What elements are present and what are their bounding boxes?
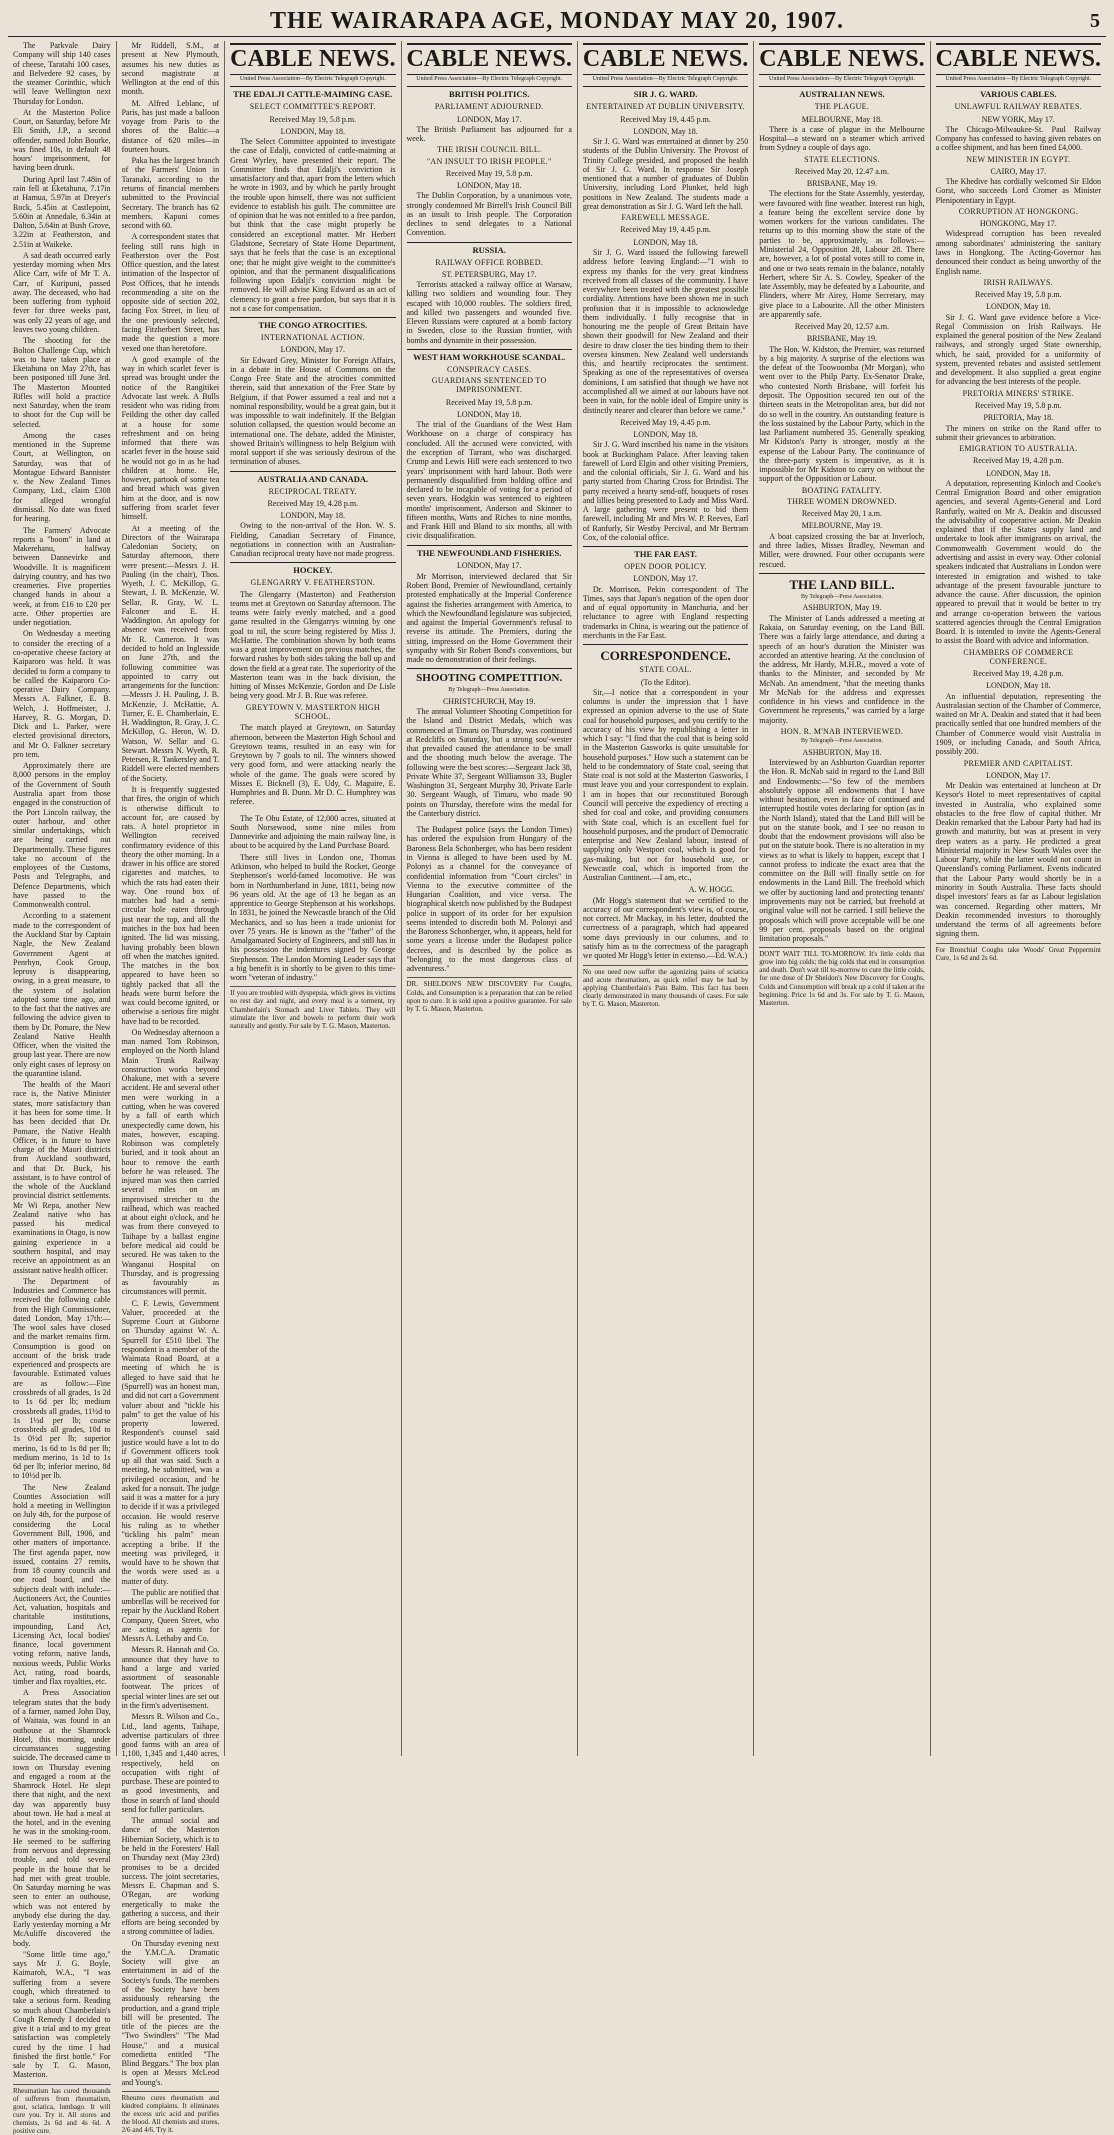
received-line: Received May 19, 4.45 p.m. [620, 417, 711, 427]
press-credit: By Telegraph—Press Association. [800, 593, 883, 600]
column-1-paragraphs [13, 41, 111, 2080]
article-body: Mr Deakin was entertained at luncheon at Dr Keysor's Hotel to meet representatives of capital invested in Australia, who explained some obstacles to the free flow of capital thither. Mr Deakin remarked that the Labour Party had had its growth and maturity, but was at present in very deep waters as a party. He predicted a great Ministerial majority in New South Wales over the Labour Party, while the latter would not count in Queensland's coming Parliament. Events indicated that the Labour Party would shortly be in a minority in South Australia. These facts should dispel investors' fears as far as Labour legislation was concerned. Regarding other matters, Mr Deakin recommended investors to thoroughly understand the terms of all agreements before signing them. [935, 781, 1101, 939]
advertisement: DR. SHELDON'S NEW DISCOVERY For Coughs, Colds, and Consumption is a preparation that can be relied upon to cure. It is sold upon a positive guarantee. For sale by T. G. Mason, Masterton. [407, 977, 572, 1012]
article-body: A deputation, representing Kinloch and Cooke's Central Emigration Board and other emigration agencies, and several Agents-General and Lord Ranfurly, waited on Mr A. Deakin and discussed the advisability of cooperative action. Mr Deakin explained that if the States supply land and undertake to look after immigrants on arrival, the Commonwealth Government would do the advertising and assist in every way. Other colonial speakers indicated that Australians in London were interested in emigration and wished to take advantage of the present favourable juncture to advance the cause. After discussion, the opinion appeared to prevail that it would be better to try and arrange co-operation between the various scattered agencies through the Central Emigration Board. It is intended to invite the Agents-General to assist the Board with advice and information. [935, 478, 1101, 646]
columns [8, 41, 1106, 2135]
dateline: BRISBANE, May 19. [806, 334, 878, 344]
received-line: Received May 19, 4.45 p.m. [620, 225, 711, 235]
press-credit: By Telegraph—Press Association. [448, 687, 531, 694]
dateline: ASHBURTON, May 19. [802, 603, 882, 613]
received-line: Received May 19, 4.28 p.m. [972, 669, 1064, 679]
section-heading: THE LAND BILL. [759, 573, 924, 592]
news-paragraph: On Wednesday a meeting to consider the erecting of a co-operative cheese factory at Kaiparoro was held. It was decided to form a company to be called the Kaiparoro Co-operative Dairy Company. Messrs A. Falkner, E. B. Welch, J. Hoffmeister, J. Harvey, R. G. Morgan, D. Dick and L. Parker, were elected provisional directors, and Mr O. Falkner secretary pro tem. [13, 629, 111, 759]
article-body: The Budapest police (says the London Times) has ordered the expulsion from Hungary of the Baroness Bela Schonberger, who has been resident in Vienna is alleged to have been used by M. Polonyi as a channel for the conveyance of confidential information from "Court circles" in Vienna to the executive committee of the Hungarian Coalition, and vice versa. The biographical sketch now published by the Budapest police in support of its order for her expulsion seems intended to discredit both M. Polonyi and the Baroness Schonberger, who, it appears, held for some years a license under the Budapest police decrees, and is described by the police as "belonging to the most dangerous class of adventuress." [406, 825, 572, 974]
news-paragraph: The annual social and dance of the Masterton Hibernian Society, which is to be held in the Foresters' Hall on Thursday next (May 23rd) promises to be a decided success. The joint secretaries, Messrs E. Chapman and S. O'Regan, are working energetically to make the gathering a success, and their efforts are being seconded by a strong committee of ladies. [121, 1816, 220, 1937]
received-line: Received May 19, 5.8 p.m. [445, 168, 533, 178]
dateline: LONDON, May 18. [986, 468, 1051, 478]
article-body: Sir J. G. Ward issued the following farewell address before leaving England:—"I wish to express my thanks for the very great kindness received from all classes of the community. I have everywhere been treated with the greatest possible cordiality. Attentions have been shown me in such profusion that it is impossible to acknowledge them individually. I fully recognise that in honouring me the people of Great Britain have shown their goodwill for New Zealand and their desire to draw closer the ties binding them to their oversea kinsmen. New Zealand well understands this, and heartily reciprocates the sentiment. Speaking as one of the representatives of oversea dominions, I am satisfied that though we have not accomplished all we aimed at our labours have not been in vain, for the noble ideal of Empire unity is distinctly nearer and clearer than before we came." [582, 248, 749, 415]
section-subheading: PREMIER AND CAPITALIST. [963, 758, 1073, 768]
column-2 [117, 41, 226, 2135]
section-subheading: OPEN DOOR POLICY. [624, 562, 707, 572]
divider [280, 810, 346, 811]
section-subheading: PARLIAMENT ADJOURNED. [434, 102, 544, 112]
news-paragraph: "Some little time ago," says Mr J. G. Boyle, Kaimaroh, W.A., "I was suffering from a severe cough, which threatened to take a serious form. Reading so much about Chamberlain's Cough Remedy I decided to give it a trial and to my great satisfaction was completely cured by the time I had finished the first bottle." For sale by T. G. Mason, Masterton. [13, 1949, 111, 2080]
column-4 [402, 41, 578, 1756]
advertisement: If you are troubled with dyspepsia, which gives its victims no rest day and night, and every meal is a torment, try Chamberlain's Stomach and Liver Tablets. They will stimulate the liver and bowels to perform their work naturally and gently. For sale by T. G. Mason, Masterton. [230, 986, 395, 1029]
received-line: Received May 20, 12.47 a.m. [794, 166, 890, 176]
section-subheading: NEW MINISTER IN EGYPT. [966, 154, 1071, 164]
received-line: Received May 19, 4.28 p.m. [972, 456, 1064, 466]
section-subheading: EMIGRATION TO AUSTRALIA. [959, 444, 1078, 454]
column-6 [754, 41, 930, 1756]
article-body: Dr. Morrison, Pekin correspondent of The Times, says that Japan's negation of the open door and of equal opportunity in Manchuria, and her reluctance to agree with England respecting trademarks in China, is wearing out the patience of merchants in the Far East. [582, 584, 749, 640]
news-paragraph: Among the cases mentioned in the Supreme Court, at Wellington, on Saturday, was that of Montague Edward Bannister v. the New Zealand Times Company, Ltd., claim £308 for alleged wrongful dismissal. No date was fixed for hearing. [13, 430, 111, 524]
article-body: The Select Committee appointed to investigate the case of Edalji, convicted of cattle-maiming at Great Wyrley, have presented their report. The Committee finds that Edalji's conviction is unsatisfactory and that, apart from the letters which he wrote in 1903, and by which he partly brought the trouble upon himself, there was not sufficient evidence to establish his guilt. The committee are of opinion that he was not entitled to a free pardon, but think that the case might properly be considered an exceptional matter. Mr Herbert Gladstone, Secretary of State Home Department, says that he feels that the case is an exceptional one; that he might give weight to the committee's opinion, and that the permanent disqualifications following upon Edalji's conviction might be removed. He will advise King Edward as an act of clemency to grant a free pardon, but says that it is not a case for compensation. [230, 137, 396, 313]
section-subheading: UNLAWFUL RAILWAY REBATES. [954, 102, 1082, 112]
news-paragraph: A correspondent states that feeling still runs high in Featherston over the Post Office question, and the latest intimation of the Inspector of Post Offices, that he intends recommending a site on the opposite side of section 202, facing Fox Street, in lieu of the one previously selected, facing Fitzherbert Street, has made the question a more vexed one than heretofore. [121, 232, 220, 353]
section-subheading: GLENGARRY V. FEATHERSTON. [250, 578, 376, 588]
dateline: MELBOURNE, May 19. [801, 521, 883, 531]
section-subheading: PRETORIA MINERS' STRIKE. [962, 388, 1075, 398]
news-paragraph: Messrs R. Wilson and Co., Ltd., land agents, Taihape, advertise particulars of three good farms with an area of 1,100, 1,345 and 1,440 acres, respectively, held on occupation with right of purchase. These are pointed to as good investments, and those in search of land should send for fuller particulars. [121, 1712, 220, 1814]
article-body: The Glengarry (Masterton) and Featherston teams met at Greytown on Saturday afternoon. The teams were fairly evenly matched, and a good game resulted in the Glengarrys winning by one goal to nil, the score being registered by Miss J. McHattie. The combination shown by both teams was a great improvement on previous matches, the forward rushes by both sides taking the ball up and down the field at a great rate. The superiority of the Masterton team was in the back division, the hitting of Misses McKenzie, Gordon and De Lisle being very good. Mr J. B. Rue was referee. [230, 589, 396, 701]
column-5 [578, 41, 754, 1756]
news-paragraph: The Department of Industries and Commerce has received the following cable from the High Commissioner, dated London, May 17th:—The wool sales have closed and the market remains firm. Consumption is good on account of the brisk trade experienced and prospects are favourable. Estimated values are as follow:—Fine crossbreds of all grades, 1s 2d to 1s 6d per lb; medium crossbreds all grades, 11½d to 1s 1½d per lb; coarse crossbreds all grades, 10d to 1s 0½d per lb; superior merino, 1s 6d to 1s 8d per lb; medium merino, 1s 1d to 1s 6d per lb; inferior merino, 8d to 10½d per lb. [13, 1276, 111, 1481]
section-subheading: RAILWAY OFFICE ROBBED. [435, 257, 544, 267]
advertisement: No one need now suffer the agonizing pains of sciatica and acute rheumatism, as quick relief may be had by applying Chamberlain's Pain Balm. This fact has been clearly demonstrated in many thousands of cases. For sale by T. G. Mason, Masterton. [583, 965, 748, 1008]
article-body: The Khedive has cordially welcomed Sir Eldon Gorst, who succeeds Lord Cromer as Minister Plenipotentiary in Egypt. [935, 177, 1101, 205]
dateline: CAIRO, May 17. [990, 166, 1047, 176]
section-heading: THE FAR EAST. [583, 546, 748, 560]
dateline: LONDON, May 18. [456, 409, 522, 419]
section-subheading: FAREWELL MESSAGE. [621, 213, 710, 223]
dateline: LONDON, May 18. [456, 181, 522, 191]
section-heading: SIR J. G. WARD. [583, 86, 748, 100]
section-heading: THE EDALJI CATTLE-MAIMING CASE. [230, 86, 395, 100]
received-line: Received May 20, 1 a.m. [801, 509, 883, 519]
news-paragraph: A Press Association telegram states that the body of a farmer, named John Day, of Waitaia, was found in an outhouse at the Shamrock Hotel, this morning, under circumstances suggesting suicide. The deceased came to town on Thursday evening and engaged a room at the Shamrock Hotel. He slept there that night, and the next day was apparently busy about town. He had a meal at the hotel, and in the evening he was in the smoking-room. He seemed to be suffering from nervous and depressing trouble, and told several people in the house that he had met with great trouble. On Saturday morning he was seen to enter an outhouse, which was not entered by anybody else during the day. Early yesterday morning a Mr McAuliffe discovered the body. [13, 1688, 111, 1948]
cable-news-banner: CABLE NEWS. [407, 43, 572, 75]
article-body: Widespread corruption has been revealed among subordinates' administering the sanitary laws in Hongkong. The Acting-Governor has denounced their conduct as being unworthy of the English name. [935, 229, 1101, 276]
dateline: LONDON, May 17. [986, 770, 1051, 780]
section-subheading: HON. R. M'NAB INTERVIEWED. [780, 726, 904, 736]
cable-news-banner: CABLE NEWS. [583, 43, 748, 75]
news-paragraph: The public are notified that umbrellas will be received for repair by the Auckland Robert Company, Queen Street, who are acting as agents for Messrs A. Lethaby and Co. [121, 1587, 220, 1644]
news-paragraph: At a meeting of the Directors of the Wairarapa Caledonian Society, on Saturday afternoon, there were present:—Messrs J. H. Pauling (in the chair), Thos. Wyeth, J. C. McKillop, G. Stewart, J. B. McKenzie, W. Sellar, R. Gray, W. L. Falconer and E. H. Waddington. An apology for absence was received from Mr R. Cameron. It was decided to hold an Inglesside on June 27th, and the following committee was appointed to carry out arrangements for the function:—Messrs J. H. Pauling, J. B. McKenzie, J. McHattie, A. Turner, E. E. Chamberlain, E. H. Waddington, R. Gray, J. C. McKillop, G. Heron, W. D. Watson, W. Sellar and G. Stewart. Messrs N. Wyeth, R. Petersen, R. Tankersley and T. Riddell were elected members of the Society. [121, 523, 220, 783]
news-paragraph: The Farmers' Advocate reports a "boom" in land at Makerehanu, halfway between Dannevirke and Woodville. It is magnificent dairying country, and has two creameries. Five properties changed hands in about a week, at from £16 to £20 per acre. Other properties are under negotiation. [13, 525, 111, 628]
article-body: Sir J. G. Ward gave evidence before a Vice-Regal Commission on Irish Railways. He explained the general position of the New Zealand railways, and strongly urged State ownership, which, he said, provided for a uniformity of system, prevented rebates and assisted settlement and development. It also supplied a great engine for advancing the best interests of the people. [935, 312, 1101, 387]
news-paragraph: It is frequently suggested that fires, the origin of which is otherwise difficult to account for, are caused by rats. A hotel proprietor in Wellington received confirmatory evidence of this theory the other morning. In a drawer in his office are stored cigarettes and matches, to which the rats had eaten their way. One round box of matches had had a semi-circular hole eaten through just near the top, and all the matches in the box had been ignited. The lid was missing, having probably been blown off when the matches ignited. The matches in the box appeared to have been so tightly packed that all the heads were burnt before the wax could become ignited, or otherwise a serious fire might have had to be recorded. [121, 784, 220, 1026]
section-subheading: BOATING FATALITY. [801, 485, 883, 495]
dateline: ST. PETERSBURG, May 17. [441, 269, 537, 279]
section-heading: AUSTRALIAN NEWS. [759, 86, 924, 100]
article-body: The Hon. W. Kidston, the Premier, was returned by a big majority. A surprise of the elections was the defeat of the Toowoomba (Mr Morgan), who went over to the Philp Party. Ex-Senator Drake, who contested North Brisbane, will forfeit his deposit. The Opposition secured ten out of the thirteen seats in the Metropolitan area, but did not do so well in the country. An outstanding feature is the loss sustained by the Labour Party, which in the last Parliament numbered 35. Generally speaking Mr Kidston's Party is stronger, mostly at the expense of the Labour Party. The continuance of the three-party system is imperative, as it is impossible for Mr Kidston to carry on without the support of the Opposition or Labour. [759, 344, 925, 484]
section-heading: THE NEWFOUNDLAND FISHERIES. [407, 545, 572, 559]
news-paragraph: The health of the Maori race is, the Native Minister states, more satisfactory than it has been for some time. It has been decided that Dr. Pomare, the Native Health Officer, is in future to have charge of the Maori districts from Auckland southward, and that Dr. Buck, his assistant, is to have control of the whole of the Auckland provincial district settlements. Mr Wi Repa, another New Zealand native who has passed his medical examinations in Otago, is now gaining experience in a southern hospital, and may receive an appointment as an assistant native health officer. [13, 1080, 111, 1275]
section-heading: CORRESPONDENCE. [583, 644, 748, 663]
dateline: LONDON, May 18. [633, 126, 698, 136]
dateline: NEW YORK, May 17. [981, 114, 1055, 124]
dateline: LONDON, May 18. [280, 511, 346, 521]
news-paragraph: The Parkvale Dairy Company will ship 140 cases of cheese, Taratahi 100 cases, and Belvedere 92 cases, by the steamer Corinthic, which will leave Wellington next Thursday for London. [13, 41, 111, 106]
news-paragraph: On Thursday evening next the Y.M.C.A. Dramatic Society will give an entertainment in aid of the Society's funds. The members of the Society have been assiduously rehearsing the production, and a grand triple bill will be presented. The title of the pieces are the "Two Swindlers" "The Mad House," and a musical comedietta entitled "The Blind Beggars." The box plan is open at Messrs McLeod and Young's. [121, 1938, 220, 2087]
cable-news-banner: CABLE NEWS. [936, 43, 1101, 75]
press-credit: United Press Association—By Electric Telegraph Copyright. [416, 75, 563, 82]
received-line: Received May 20, 12.57 a.m. [794, 322, 890, 332]
section-heading: RUSSIA. [407, 242, 572, 256]
section-subheading: STATE ELECTIONS. [804, 154, 880, 164]
cable-news-banner: CABLE NEWS. [230, 43, 395, 75]
dateline: LONDON, May 17. [456, 561, 522, 571]
editor-note: (Mr Hogg's statement that we certified to the accuracy of our correspondent's view is, of course, not correct. Mr Mackay, in his letter, doubted the correctness of a paragraph, which had appeared some days previously in our columns, and to satisfy him as to the correctness of the paragraph we quoted Mr Hogg's letter in extenso.—Ed. W.A.) [582, 895, 749, 961]
received-line: Received May 19, 5.8 p.m. [445, 397, 533, 407]
section-heading: HOCKEY. [230, 562, 395, 576]
section-subheading: "AN INSULT TO IRISH PEOPLE." [426, 156, 552, 166]
press-credit: United Press Association—By Electric Telegraph Copyright. [592, 75, 739, 82]
article-body: Terrorists attacked a railway office at Warsaw, killing two soldiers and wounding four. They escaped with 10,000 roubles. The soldiers fired, and killed two passengers and wounded five. Eleven Russians were captured at a bomb factory in Sweden, close to the Russian frontier, with bombs and dynamite in their possession. [406, 280, 572, 345]
press-credit: United Press Association—By Electric Telegraph Copyright. [769, 75, 915, 82]
news-paragraph: Messrs R. Hannah and Co. announce that they have to hand a large and varied assortment of seasonable footwear. The prices of special winter lines are set out in the firm's advertisement. [121, 1645, 220, 1711]
dateline: BRISBANE, May 19. [806, 179, 878, 189]
section-heading: VARIOUS CABLES. [936, 86, 1101, 100]
press-credit: United Press Association—By Electric Telegraph Copyright. [239, 75, 386, 82]
news-paragraph: There still lives in London one, Thomas Atkinson, who helped to build the Rocket, George Stephenson's world-famed locomotive. He was born in Northumberland in June, 1811, being now 96 years old. At the age of 13 he began as an apprentice to George Stephenson at his workshops. In 1831, he joined the Newcastle branch of the Old Mechanics, and so has been a trade unionist for over 75 years. He is known as the "father" of the Amalgamated Society of Engineers, and still has in his possession the indentures signed by George Stephenson. The London Morning Leader says that a big benefit is in shortly to be given to this time-worn "veteran of industry." [230, 852, 396, 983]
received-line: Received May 19, 4.28 p.m. [267, 498, 359, 508]
received-line: Received May 19, 5.8 p.m. [974, 400, 1062, 410]
dateline: ASHBURTON, May 18. [802, 747, 882, 757]
dateline: HONGKONG, May 17. [979, 219, 1057, 229]
dateline: LONDON, May 17. [456, 114, 522, 124]
article-body: Mr Morrison, interviewed declared that Sir Robert Bond, Premier of Newfoundland, certainly protested emphatically at the Imperial Conference against the fisheries arrangement with America, to which the Newfoundland legislature was subjected, and against the Imperial Government's refusal to reverse its attitude. The Premiers, during the sitting, impressed on the Home Government their sympathy with Sir Robert Bond's conventions, but made no demonstration of their feelings. [406, 571, 572, 665]
press-credit: United Press Association—By Electric Telegraph Copyright. [945, 75, 1092, 82]
masthead [8, 6, 1106, 37]
article-body: The match played at Greytown, on Saturday afternoon, between the Masterton High School and Greytown teams, resulted in an easy win for Greytown by 7 goals to nil. The winners showed very good form, and were attacking nearly the whole of the game. The goals were scored by Misses E. Bicknell (3), E. Udy, C. Maguire, E. Humphries and B. Dunn. Mr D. C. Humphrey was referee. [230, 723, 396, 807]
article-body: The Chicago-Milwaukee-St. Paul Railway Company has confessed to having given rebates on a coffee shipment, and has been fined £4,000. [935, 124, 1101, 153]
news-paragraph: On Wednesday afternoon a man named Tom Robinson, employed on the North Island Main Trunk Railway construction works beyond Ohakune, met with a severe accident. He and several other men were working in a cutting, when he was covered by a fall of earth which unexpectedly came down, his mates, however, escaping. Robinson was completely buried, and it took about an hour to remove the earth before he was released. The injured man was then carried several miles on an improvised stretcher to the railhead, which was reached at about eight o'clock, and he was from there conveyed to Taihape by a ballast engine before medical aid could be secured. He was taken to the Wanganui Hospital on Thursday, and is progressing as favourably as circumstances will permit. [121, 1027, 220, 1297]
news-paragraph: According to a statement made to the correspondent of the Auckland Star by Captain Nagle, the New Zealand Government Agent at Penrhyn, Cook Group, leprosy is disappearing, owing, in a great measure, to the system of isolation adopted some time ago, and to the fact that the natives are following the advice given to them by Dr. Pomare, the New Zealand Native Health Officer, when the visited the group last year. There are now only eight cases of leprosy on the quarantine island. [13, 911, 111, 1078]
article-body: A boat capsized crossing the bar at Inverloch, and three ladies, Misses Bradley, Newman and Miller, were drowned. Four other occupants were rescued. [759, 531, 925, 569]
advertisement: DON'T WAIT TILL TO-MORROW. It's little colds that grow into big colds; the big colds that end in consumption and death. Don't wait till to-morrow to cure the little colds, for one dose of Dr Sheldon's New Discovery for Coughs, Colds and Consumption will break up a cold if taken at the beginning. Price 1s 6d and 3s. For sale by T. G. Mason, Masterton. [759, 947, 924, 1006]
article-body: The elections for the State Assembly, yesterday, were favoured with fine weather. Interest ran high, a feature being the excellent service done by women workers for the various candidates. The returns up to this morning show the state of the parties to be, approximately, as follows:—Ministerial 24, Opposition 28, Labour 28. There are, however, a lot of postal votes still to come in, and one or two seats remain in the balance, notably Herbert, where Sir A. S. Cowley, Speaker of the late Assembly, may be defeated by a Labourite, and Flinders, where Mr Airey, Home Secretary, may give place to a Labourite. All the other Ministers are apparently safe. [759, 189, 925, 319]
section-subheading: IRISH RAILWAYS. [983, 277, 1054, 287]
column-3-extra [230, 814, 395, 983]
news-paragraph: The New Zealand Counties Association will hold a meeting in Wellington on July 4th, for the purpose of considering the Local Government Bill, 1906, and other matters of importance. The first agenda paper, now issued, contains 27 remits, from 18 county councils and one road board, and the subjects dealt with include:—Auctioneers Act, the Counties Act, valuation, hospitals and charitable institutions, impounding, Land Act, Licensing Act, local bodies' finance, local government voting reform, native lands, noxious weeds, Public Works Act, rating, road boards, timber and flax royalties, etc. [13, 1482, 111, 1687]
section-subheading: CORRUPTION AT HONGKONG. [958, 206, 1079, 216]
article-body: The Minister of Lands addressed a meeting at Rakaia, on Saturday evening, on the Land Bill. There was a fairly large attendance, and during a speech of an hour's duration the Minister was accorded an attentive hearing. At the conclusion of the address, Mr Hardy, M.H.R., moved a vote of thanks to the Minister, and seconded by Mr McNab. An amendment, "that the meeting thanks Mr McNab for the address and expresses confidence in his views and confidence in the Government he represents," was carried by a large majority. [759, 613, 925, 725]
received-line: Received May 19, 5.8 p.m. [269, 114, 357, 124]
article-body: There is a case of plague in the Melbourne Hospital—a steward on a steamer which arrived from Sydney a couple of days ago. [759, 124, 925, 153]
news-paragraph: A sad death occurred early yesterday morning when Mrs Alice Carr, wife of Mr T. A. Carr, of Kuripuni, passed away. The deceased, who had been suffering from typhoid fever for three weeks past, was only 22 years of age, and leaves two young children. [13, 250, 111, 334]
column-1 [8, 41, 117, 2135]
section-subheading: GREYTOWN V. MASTERTON HIGH SCHOOL. [245, 702, 380, 721]
article-body: The miners on strike on the Rand offer to submit their grievances to arbitration. [935, 423, 1101, 442]
section-subheading: THREE WOMEN DROWNED. [787, 496, 897, 506]
article-body: The Dublin Corporation, by a unanimous vote, strongly condemned Mr Birrell's Irish Council Bill as an insult to Irish people. The Corporation declines to send delegates to a National Convention. [406, 191, 572, 238]
section-subheading: SELECT COMMITTEE'S REPORT. [249, 102, 376, 112]
signature: A. W. HOGG. [688, 885, 735, 895]
newspaper-title: THE WAIRARAPA AGE, MONDAY MAY 20, 1907. [270, 8, 844, 34]
news-paragraph: Paka has the largest branch of the Farmers' Union in Taranaki, according to the returns of financial members submitted to the Provincial Secretary. The branch has 62 members. Kapuni comes second with 60. [121, 156, 220, 231]
section-subheading: ENTERTAINED AT DUBLIN UNIVERSITY. [586, 102, 745, 112]
news-paragraph: During April last 7.48in of rain fell at Eketahuna, 7.17in at Hamua, 5.97in at Dreyer's Rock, 5.45in at Castlepoint, 5.60in at Annedale, 6.34in at Dalton, 5.64in at Bush Grove, 3.22in at Featherston, and 2.51in at Waikeke. [13, 174, 111, 249]
dateline: LONDON, May 17. [633, 574, 698, 584]
divider [456, 821, 522, 822]
dateline: LONDON, May 18. [280, 126, 346, 136]
news-paragraph: Approximately there are 8,000 persons in the employ of the Government of South Australia apart from those engaged in the construction of the Port Lincoln railway, the outer harbour, and other similar undertakings, which are being carried out Departmentally. These figures take no account of the employees of the Customs, Posts and Telegraphs, and Defence Departments, which have passed to the Commonwealth control. [13, 761, 111, 910]
dateline: LONDON, May 18. [633, 237, 698, 247]
section-heading: SHOOTING COMPETITION. [407, 668, 572, 685]
article-body: The British Parliament has adjourned for a week. [406, 124, 572, 144]
column-3 [225, 41, 401, 1756]
press-credit: By Telegraph—Press Association. [800, 738, 883, 745]
section-heading: BRITISH POLITICS. [407, 86, 572, 100]
received-line: Received May 19, 4.45 p.m. [620, 114, 711, 124]
to-the-editor: (To the Editor). [640, 677, 691, 687]
section-heading: THE CONGO ATROCITIES. [230, 317, 395, 331]
advertisement: For Bronchial Coughs take Woods' Great Peppermint Cure, 1s 6d and 2s 6d. [936, 943, 1101, 962]
news-paragraph: M. Alfred Leblanc, of Paris, has just made a balloon voyage from Paris to the shores of the Baltic—a distance of 620 miles—in fourteen hours. [121, 98, 220, 154]
dateline: PRETORIA, May 18. [983, 413, 1054, 423]
cable-news-banner: CABLE NEWS. [759, 43, 924, 75]
dateline: LONDON, May 17. [280, 345, 346, 355]
advertisement: Rheumatism has cured thousands of sufferers from rheumatism, gout, sciatica, lumbago. It will cure you. Try it. All stores and chemists, 2s 6d and 4s 6d. A positive cure. [13, 2084, 111, 2135]
article-body: Sir Edward Grey, Minister for Foreign Affairs, in a debate in the House of Commons on the Congo Free State and the atrocities committed therein, said that annexation of the Free State by Belgium, if that Power assumed a real and not a nominal responsibility, would be a great gain, but it was impossible to wait indefinitely. If the Belgian solution collapsed, the question would become an international one. The debate, added the Minister, showed Britain's willingness to help Belgium with moral support if she was seriously desirous of the termination of abuses. [230, 355, 396, 467]
section-subheading: THE IRISH COUNCIL BILL. [437, 145, 542, 155]
advertisement: Rheumo cures rheumatism and kindred complaints. It eliminates the excess uric acid and purifies the blood. All chemists and stores, 2/6 and 4/6. Try it. [122, 2091, 220, 2134]
section-heading: WEST HAM WORKHOUSE SCANDAL. [407, 349, 572, 363]
dateline: CHRISTCHURCH, May 19. [442, 696, 536, 706]
article-body: Sir J. G. Ward was entertained at dinner by 250 students of the Dublin University. The Provost of Trinity College presided, and proposed the health of Sir J. G. Ward. In response Sir Joseph mentioned that a number of graduates of Dublin University, including Lord Plunket, held high positions in New Zealand. The students made a great demonstration as Sir J. G. Ward left the hall. [582, 137, 749, 211]
section-subheading: INTERNATIONAL ACTION. [260, 332, 365, 342]
column-7 [931, 41, 1106, 1756]
article-body: Sir J. G. Ward inscribed his name in the visitors book at Buckingham Palace. After leaving taken farewell of Lord Elgin and other visiting Premiers, and the colonial officials, Sir J. G. Ward and his party started from Charing Cross for Brindisi. The party received a hearty send-off, bouquets of roses and lillies being presented to Lady and Miss Ward. A large gathering were present to bid them farewell, including Mr and Mrs W. P. Reeves, Earl of Ranfurly, Sir Westby Percival, and Mr Bertram Cox, of the colonial office. [582, 440, 749, 542]
article-body: Owing to the non-arrival of the Hon. W. S. Fielding, Canadian Secretary of Finance, negotiations in connection with an Australian-Canadian reciprocal treaty have not made progress. [230, 521, 396, 559]
article-body: Interviewed by an Ashburton Guardian reporter the Hon. R. McNab said in regard to the Land Bill and Endowments:—"So few of the members absolutely oppose all endowments that I have without hesitation, even in face of continued and interrupted hostile votes declaring for option (as in the North Island), stated that the Land Bill will be put on the statute book, and I see no reason to doubt that the endowment provisions will also be put on the statute book. There is no alteration in my views as to what is likely to happen, except that I cannot profess to indicate the exact area that the committee on the Bill will finally settle on for endowments in the Land Bill. The freehold which we offer by auctioning land and protecting tenants' improvements may not be carried, but freehold at original value will not be carried. I still believe the proposals which will prove acceptable will be one 99 per cent. proposals based on the original limitation proposals." [759, 758, 925, 944]
section-subheading: RECIPROCAL TREATY. [268, 486, 357, 496]
section-subheading: STATE COAL. [639, 665, 692, 675]
section-subheading: THE PLAGUE. [814, 102, 870, 112]
article-body: The annual Volunteer Shooting Competition for the Island and District Medals, which was commenced at Timaru on Thursday, was continued at Redcliffs on Saturday, but a strong sou'-wester that prevailed caused the attendance to be small and the shooting much below the average. The following were the best scores:—Sergeant Jack 38, Private White 37, Sergeant Williamson 33, Bugler Washington 31, Sergeant Murphy 30, Private Earle 30. Sergeant Waugh, of Timaru, who made 90 points on Thursday, therefore wins the medal for the Canterbury district. [406, 707, 572, 818]
news-paragraph: The shooting for the Bolton Challenge Cup, which was to have taken place at Eketahuna on May 27th, has been postponed till June 3rd. The Masterton Mounted Rifles will hold a practice next Saturday, when the team to shoot for the Cup will be selected. [13, 336, 111, 429]
article-body: Sir,—I notice that a correspondent in your columns is under the impression that I have expressed an opinion adverse to the use of State coal for household purposes, and you certify to the accuracy of his view by republishing a letter in which I say: "I find that the coal that is being sold in the Masterton Gasworks is quite unsuitable for household purposes." How such a statement can be held to be condemnatory of State coal, seeing that State coal is not sold at the Masterton Gasworks, I must leave you and your correspondent to explain. I am in hopes that our reconstituted Borough Council will perceive the expediency of erecting a shed for coal and coke, and providing consumers with State coal, which is an excellent fuel for household purposes, and the product of Democratic enterprise and New Zealand labour, instead of supplying only Westport coal, which is good for gas-making, but not for household use, or Newcastle coal, which is imported from the Australian Continent.—I am, etc., [582, 687, 749, 883]
news-paragraph: The Te Ohu Estate, of 12,000 acres, situated at South Norsewood, some nine miles from Dannevirke and adjoining the main railway line, is about to be acquired by the Land Purchase Board. [230, 813, 396, 851]
news-paragraph: Mr Riddell, S.M., at present at New Plymouth, assumes his new duties as second magistrate at Wellington at the end of this month. [121, 41, 220, 97]
article-body: An influential deputation, representing the Australasian section of the Chamber of Commerce, waited on Mr A. Deakin and stated that it had been practically settled that one hundred members of the Chamber of Commerce would visit Australia in 1909, or including Canada, and South Africa, possibly 200. [935, 691, 1101, 757]
page-number: 5 [1090, 10, 1100, 32]
article-body: The trial of the Guardians of the West Ham Workhouse on a charge of conspiracy has concluded. All the accused were convicted, with the exception of Tarrant, who was discharged. Crump and Lewis Hill were each sentenced to two years' imprisonment with hard labour. Both were permanently disqualified from holding office and declared to be incapable of voting for a period of seven years. Hodgkin was sentenced to eighteen months' imprisonment, Anderson and Skinner to fifteen months, Watts and Riches to nine months, and Frank Hill and Bland to six months, all with civic disqualification. [406, 420, 572, 541]
section-subheading: CONSPIRACY CASES. [446, 364, 532, 374]
dateline: LONDON, May 18. [986, 302, 1051, 312]
column-2-paragraphs [122, 41, 220, 2087]
dateline: LONDON, May 18. [633, 430, 698, 440]
section-subheading: GUARDIANS SENTENCED TO IMPRISONMENT. [431, 376, 547, 395]
news-paragraph: At the Masterton Police Court, on Saturday, before Mr Eli Smith, J.P., a second offender, named John Bourke, was fined 10s, in default 48 hours' imprisonment, for having been drunk. [13, 107, 111, 173]
news-paragraph: A good example of the way in which scarlet fever is spread was brought under the notice of the Rangitikei Advocate last week. A Bulls resident who was riding from Feilding the other day called at a house for some refreshment and on being informed that there was scarlet fever in the house said he would not go in as he had children at home. He, however, partook of some tea and bread which was given him at the door, and is now suffering from scarlet fever himself. [121, 354, 220, 522]
section-heading: AUSTRALIA AND CANADA. [230, 471, 395, 485]
dateline: MELBOURNE, May 18. [801, 114, 883, 124]
section-subheading: CHAMBERS OF COMMERCE CONFERENCE. [963, 647, 1074, 666]
received-line: Received May 19, 5.8 p.m. [974, 290, 1062, 300]
news-paragraph: C. F. Lewis, Government Valuer, proceeded at the Supreme Court at Gisborne on Thursday against W. A. Spurrell for £510 libel. The respondent is a member of the Waimata Road Board, at a meeting of which he is alleged to have said that he (Spurrell) was an honest man, and did not cart a Government valuer about and "tickle his palm" to get the value of his property lowered. Respondent's counsel said justice would have a lot to do if Government officers took up all that was said. Such a meeting, he submitted, was a privileged occasion, and he asked for a nonsuit. The judge said it was a matter for a jury to decide if it was a privileged occasion. He would reserve his ruling as to whether "tickling his palm" mean accepting a bribe. If the meeting was privileged, it would have to be shown that the words were used as a matter of duty. [121, 1298, 220, 1586]
dateline: LONDON, May 18. [986, 681, 1051, 691]
